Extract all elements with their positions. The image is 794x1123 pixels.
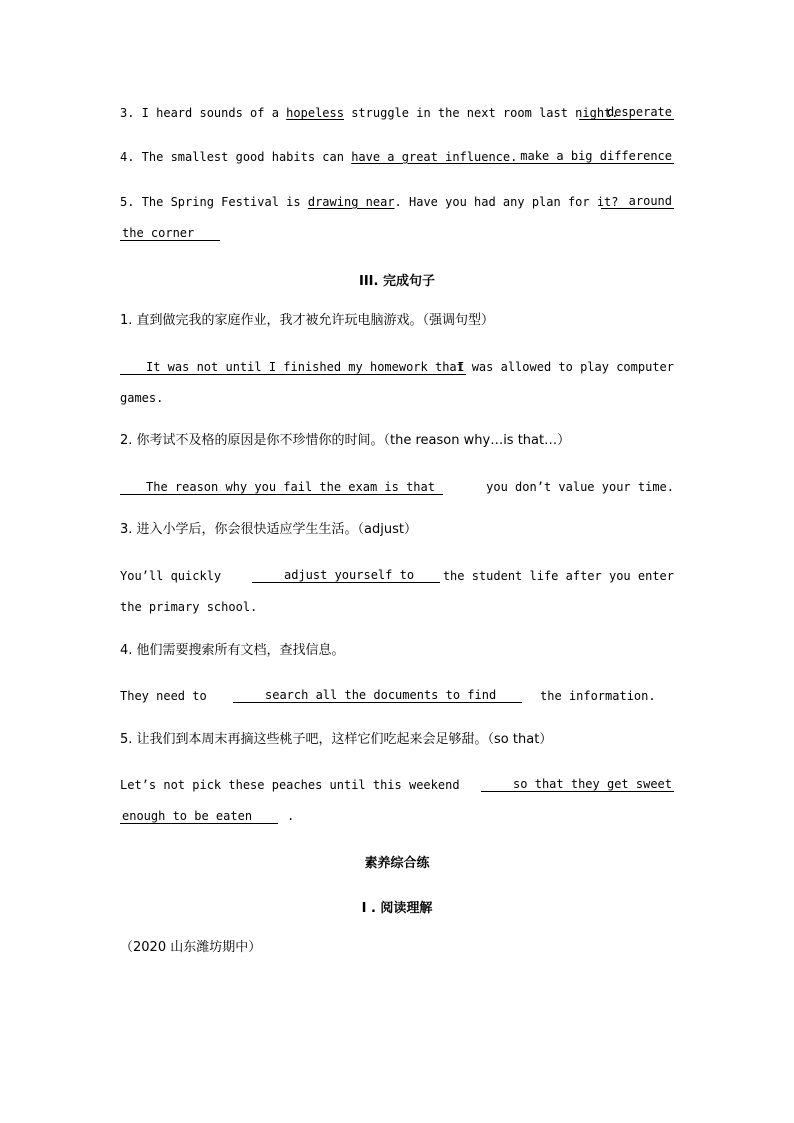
sentence-text: I was allowed to play computer bbox=[457, 360, 674, 374]
sentence-text: . bbox=[287, 809, 295, 823]
vocab-answer: around bbox=[601, 195, 674, 209]
sentence-answer-2 bbox=[120, 480, 674, 495]
vocab-target: drawing near bbox=[307, 195, 395, 209]
sentence-prompt-4: 4. 他们需要搜索所有文档，查找信息。 bbox=[120, 643, 345, 658]
section-title: III. 完成句子 bbox=[359, 274, 435, 289]
sentence-answer-1 bbox=[120, 360, 674, 375]
vocab-target: have a great influence bbox=[351, 150, 511, 164]
sentence-text: You’ll quickly bbox=[120, 569, 222, 583]
sentence-text: the information. bbox=[540, 689, 656, 703]
sentence-prompt-1: 1. 直到做完我的家庭作业，我才被允许玩电脑游戏。（强调句型） bbox=[120, 313, 495, 328]
vocab-answer: desperate bbox=[579, 106, 674, 120]
answer-blank: enough to be eaten bbox=[120, 810, 278, 824]
vocab-item-3 bbox=[120, 106, 674, 120]
sentence-answer-3-cont: the primary school. bbox=[120, 600, 258, 614]
sentence-text: you don’t value your time. bbox=[486, 480, 674, 494]
vocab-text: 5. The Spring Festival is bbox=[120, 195, 308, 209]
answer-blank: The reason why you fail the exam is that bbox=[120, 481, 443, 495]
vocab-item-4 bbox=[120, 150, 674, 164]
practice-subtitle: I . 阅读理解 bbox=[361, 901, 433, 916]
sentence-text: Let’s not pick these peaches until this weekend bbox=[120, 778, 460, 792]
vocab-target: hopeless bbox=[286, 106, 344, 120]
vocab-text: . Have you had any plan for it? bbox=[394, 195, 619, 209]
vocab-text: 4. The smallest good habits can bbox=[120, 150, 352, 164]
sentence-text: They need to bbox=[120, 689, 207, 703]
answer-blank: It was not until I finished my homework that bbox=[120, 361, 466, 375]
answer-blank: so that they get sweet bbox=[481, 778, 674, 792]
vocab-text: . bbox=[510, 150, 518, 164]
sentence-prompt-3: 3. 进入小学后，你会很快适应学生生活。（adjust） bbox=[120, 522, 417, 537]
sentence-answer-3 bbox=[120, 569, 674, 583]
answer-blank: adjust yourself to bbox=[252, 569, 440, 583]
sentence-prompt-2: 2. 你考试不及格的原因是你不珍惜你的时间。（the reason why…is that…） bbox=[120, 433, 571, 448]
vocab-item-5-cont bbox=[120, 226, 674, 241]
vocab-text: 3. I heard sounds of a bbox=[120, 106, 287, 120]
practice-title: 素养综合练 bbox=[364, 856, 430, 871]
vocab-item-5 bbox=[120, 195, 674, 209]
sentence-answer-1-cont: games. bbox=[120, 391, 164, 405]
sentence-prompt-5: 5. 让我们到本周末再摘这些桃子吧，这样它们吃起来会足够甜。（so that） bbox=[120, 732, 553, 747]
answer-blank: search all the documents to find bbox=[233, 689, 522, 703]
vocab-answer: make a big difference bbox=[494, 150, 674, 164]
sentence-answer-5-cont bbox=[120, 809, 674, 824]
sentence-text: the student life after you enter bbox=[442, 569, 674, 583]
practice-source: （2020 山东潍坊期中） bbox=[120, 940, 262, 955]
sentence-answer-5 bbox=[120, 778, 674, 792]
sentence-answer-4 bbox=[120, 689, 674, 703]
vocab-answer: the corner bbox=[120, 227, 220, 241]
vocab-text: struggle in the next room last night. bbox=[343, 106, 619, 120]
